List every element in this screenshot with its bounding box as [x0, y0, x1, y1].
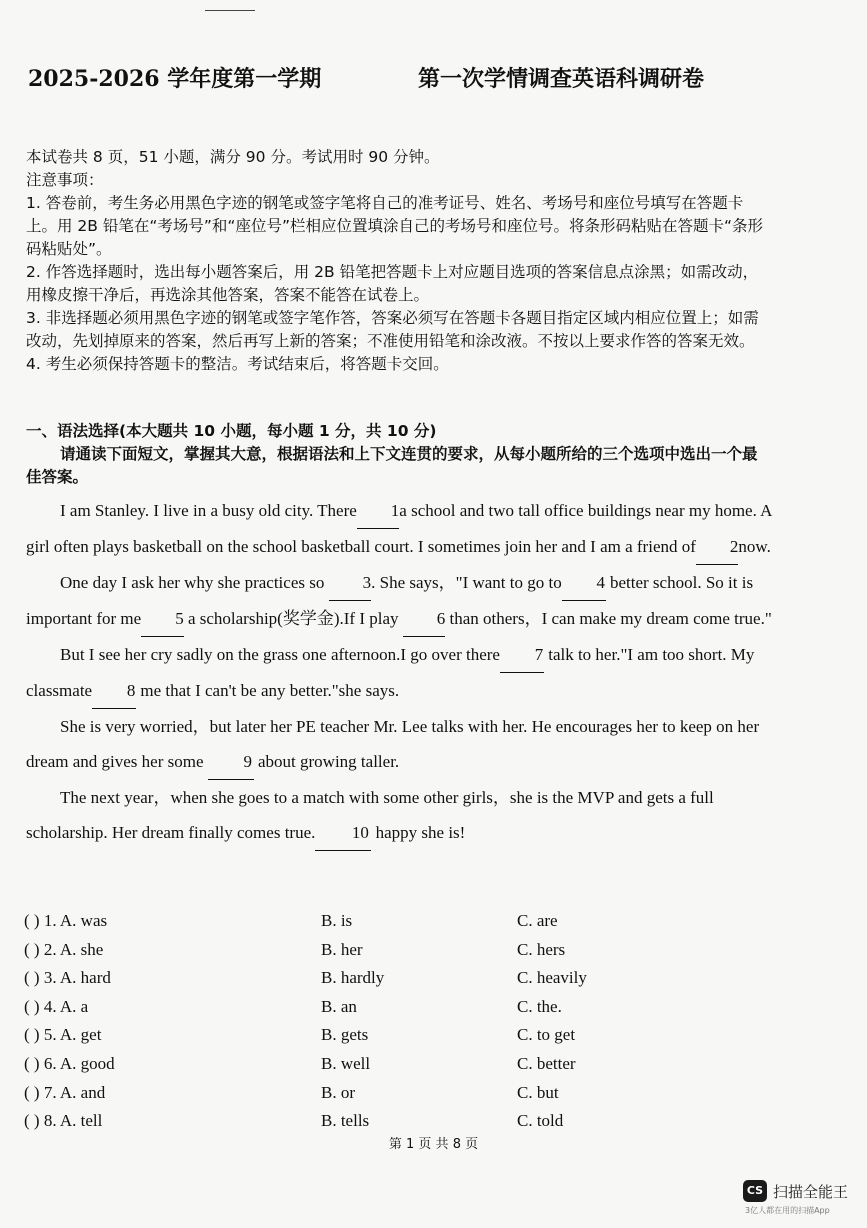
blank-10: 10 [315, 815, 371, 851]
option-b: B. hardly [321, 968, 385, 988]
paragraph [26, 493, 774, 565]
option-b: B. or [321, 1082, 355, 1102]
term-title: 2025-2026 学年度第一学期 [28, 66, 322, 92]
brand-tagline: 3亿人都在用的扫描App [745, 1206, 830, 1215]
option-b: B. an [321, 996, 357, 1016]
answer-options [24, 911, 804, 1140]
option-c: C. better [517, 1053, 576, 1073]
instructions [26, 146, 771, 376]
option-a: ( ) 1. A. was [24, 911, 108, 930]
option-c: C. told [517, 1111, 564, 1131]
blank-5: 5 [141, 601, 184, 637]
question-row [24, 911, 804, 940]
option-a: ( ) 4. A. a [24, 996, 89, 1016]
scan-mark [205, 10, 255, 11]
question-row [24, 968, 804, 997]
note-item-1: 1. 答卷前，考生务必用黑色字迹的钢笔或签字笔将自己的准考证号、姓名、考场号和座位号填写在答题卡上。用 2B 铅笔在“考场号”和“座位号”栏相应位置填涂自己的考场号和座位号。将条形码粘贴在答题卡“条形码粘贴处”。 [26, 194, 764, 258]
brand-name: 扫描全能王 [773, 1183, 849, 1201]
option-b: B. is [321, 911, 353, 930]
section-heading: 一、语法选择(本大题共 10 小题，每小题 1 分，共 10 分) [26, 422, 437, 440]
passage-text: She is very worried，but later her PE teacher Mr. Lee talks with her. He encourages her to keep on her dream and gives her some [26, 717, 760, 771]
paragraph [26, 709, 774, 780]
blank-4: 4 [562, 565, 606, 601]
paragraph [26, 565, 774, 637]
passage-text: talk to her."I am too short. My classmate [26, 645, 755, 700]
section-header [26, 420, 771, 489]
blank-3: 3 [329, 565, 372, 601]
passage-text: than others，I can make my dream come true." [449, 609, 772, 628]
blank-7: 7 [500, 637, 544, 673]
option-c: C. to get [517, 1025, 576, 1045]
passage-text: One day I ask her why she practices so [60, 573, 325, 592]
exam-name: 第一次学情调查英语科调研卷 [418, 66, 705, 92]
option-c: C. the. [517, 996, 562, 1016]
notes-heading: 注意事项： [26, 171, 104, 189]
note-item-2: 2. 作答选择题时，选出每小题答案后，用 2B 铅笔把答题卡上对应题目选项的答案信息点涂黑；如需改动，用橡皮擦干净后，再选涂其他答案，答案不能答在试卷上。 [26, 263, 759, 304]
passage-text: I am Stanley. I live in a busy old city. There [60, 501, 357, 520]
blank-9: 9 [208, 744, 254, 780]
option-b: B. her [321, 939, 363, 959]
option-c: C. hers [517, 939, 566, 959]
question-row [24, 997, 804, 1026]
option-a: ( ) 2. A. she [24, 939, 104, 959]
passage-text: a school and two tall office buildings near my home. A girl often plays basketball on the school basketball court. I sometimes join her and I am a friend of [26, 501, 772, 556]
note-item-4: 4. 考生必须保持答题卡的整洁。考试结束后，将答题卡交回。 [26, 355, 449, 373]
question-row [24, 940, 804, 969]
blank-6: 6 [403, 601, 446, 637]
passage-text: about growing taller. [258, 752, 400, 771]
option-c: C. but [517, 1082, 559, 1102]
section-instruction: 请通读下面短文，掌握其大意，根据语法和上下文连贯的要求，从每小题所给的三个选项中选出一个最佳答案。 [26, 445, 758, 486]
exam-info: 本试卷共 8 页，51 小题，满分 90 分。考试用时 90 分钟。 [26, 148, 440, 166]
blank-1: 1 [357, 493, 400, 529]
option-b: B. gets [321, 1025, 369, 1045]
question-row [24, 1054, 804, 1083]
paragraph [26, 637, 774, 709]
cs-logo-icon: CS [743, 1180, 767, 1202]
option-b: B. tells [321, 1111, 370, 1131]
page-number: 第 1 页 共 8 页 [388, 1137, 479, 1152]
passage-text: better school. So it is important for me [26, 573, 754, 628]
paragraph [26, 780, 774, 851]
passage-text: . She says，"I want to go to [371, 573, 562, 592]
passage-text: happy she is! [375, 823, 466, 842]
passage-text: a scholarship(奖学金).If I play [187, 609, 399, 628]
exam-title [28, 62, 837, 92]
passage-text: me that I can't be any better."she says. [140, 681, 400, 700]
option-c: C. heavily [517, 968, 587, 988]
option-c: C. are [517, 911, 558, 930]
blank-8: 8 [92, 673, 136, 709]
passage-text: But I see her cry sadly on the grass one afternoon.I go over there [60, 645, 500, 664]
option-a: ( ) 3. A. hard [24, 968, 111, 988]
option-a: ( ) 8. A. tell [24, 1111, 103, 1131]
option-a: ( ) 6. A. good [24, 1053, 115, 1073]
passage-text: now. [738, 537, 771, 556]
option-a: ( ) 5. A. get [24, 1025, 102, 1045]
option-b: B. well [321, 1053, 371, 1073]
question-row [24, 1025, 804, 1054]
note-item-3: 3. 非选择题必须用黑色字迹的钢笔或签字笔作答，答案必须写在答题卡各题目指定区域内相应位置上；如需改动，先划掉原来的答案，然后再写上新的答案；不准使用铅笔和涂改液。不按以上要求作答的答案无效。 [26, 309, 759, 350]
reading-passage [26, 493, 774, 851]
blank-2: 2 [696, 529, 739, 565]
option-a: ( ) 7. A. and [24, 1082, 106, 1102]
question-row [24, 1083, 804, 1112]
scanner-watermark [743, 1178, 853, 1218]
passage-text: The next year，when she goes to a match with some other girls，she is the MVP and gets a full scholarship. Her dream finally comes true. [26, 788, 714, 842]
